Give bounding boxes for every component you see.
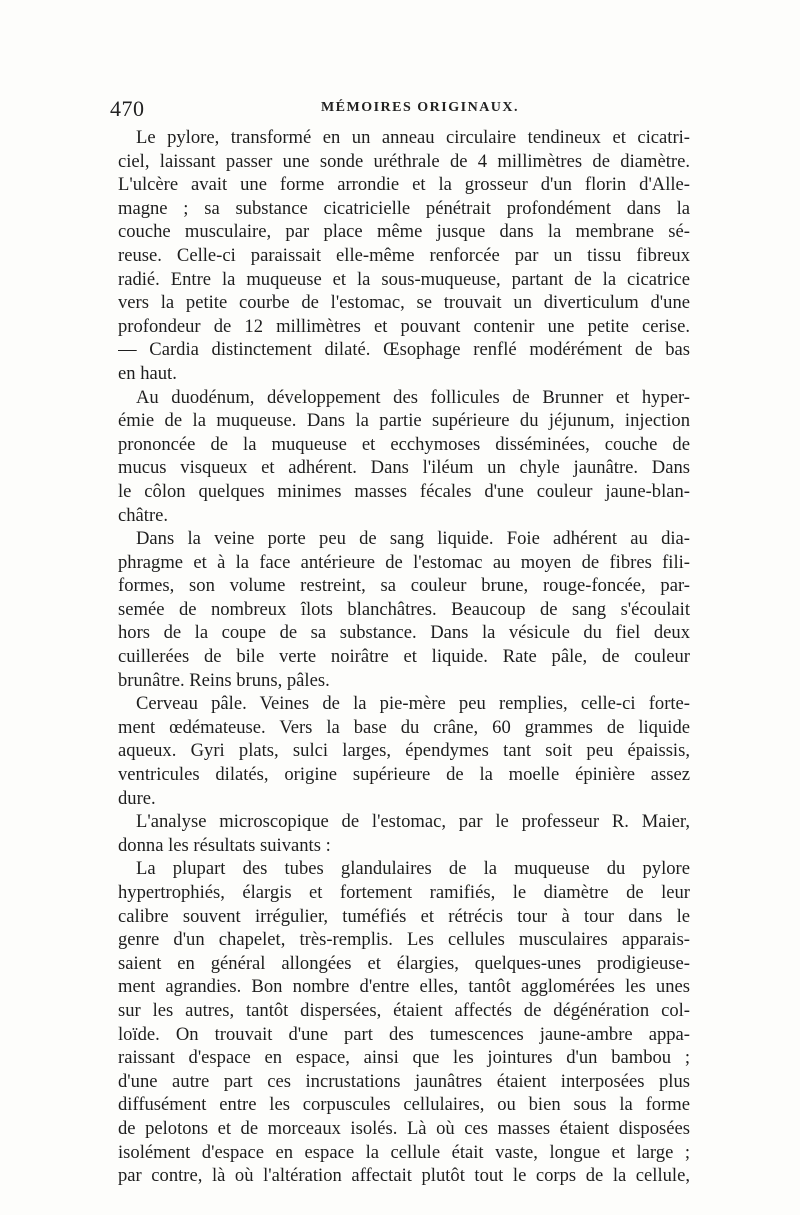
paragraph	[118, 810, 690, 857]
text-line: brunâtre. Reins bruns, pâles.	[118, 669, 330, 691]
text-line: reuse. Celle-ci paraissait elle-même renforcée par un tissu fibreux	[118, 244, 690, 266]
text-line: L'ulcère avait une forme arrondie et la grosseur d'un florin d'Alle-	[118, 174, 690, 196]
paragraph	[118, 857, 690, 1187]
text-line: de pelotons et de morceaux isolés. Là où ces masses étaient disposées	[118, 1117, 690, 1139]
text-line: prononcée de la muqueuse et ecchymoses disséminées, couche de	[118, 433, 690, 455]
text-line: La plupart des tubes glandulaires de la muqueuse du pylore	[136, 858, 690, 880]
text-line: vers la petite courbe de l'estomac, se trouvait un diverticulum d'une	[118, 292, 690, 314]
text-line: donna les résultats suivants :	[118, 834, 331, 856]
text-line: — Cardia distinctement dilaté. Œsophage renflé modérément de bas	[118, 339, 690, 361]
text-line: Au duodénum, développement des follicules de Brunner et hyper-	[136, 386, 690, 408]
paragraph	[118, 527, 690, 692]
text-line: diffusément entre les corpuscules cellulaires, ou bien sous la forme	[118, 1094, 690, 1116]
text-line: émie de la muqueuse. Dans la partie supérieure du jéjunum, injection	[118, 410, 690, 432]
text-line: genre d'un chapelet, très-remplis. Les cellules musculaires apparais-	[118, 929, 690, 951]
text-line: le côlon quelques minimes masses fécales d'une couleur jaune-blan-	[118, 480, 690, 502]
text-line: cuillerées de bile verte noirâtre et liquide. Rate pâle, de couleur	[118, 646, 690, 668]
text-line: en haut.	[118, 362, 177, 384]
text-line: dure.	[118, 787, 156, 809]
body-text	[118, 126, 690, 1188]
text-line: aqueux. Gyri plats, sulci larges, épendymes tant soit peu épaissis,	[118, 740, 690, 762]
text-line: profondeur de 12 millimètres et pouvant contenir une petite cerise.	[118, 315, 690, 337]
text-line: phragme et à la face antérieure de l'estomac au moyen de fibres fili-	[118, 551, 690, 573]
text-line: ment agrandies. Bon nombre d'entre elles, tantôt agglomérées les unes	[118, 976, 690, 998]
text-line: d'une autre part ces incrustations jaunâtres étaient interposées plus	[118, 1070, 690, 1092]
text-line: Dans la veine porte peu de sang liquide. Foie adhérent au dia-	[136, 528, 690, 550]
text-line: saient en général allongées et élargies, quelques-unes prodigieuse-	[118, 952, 690, 974]
text-line: par contre, là où l'altération affectait plutôt tout le corps de la cellule,	[118, 1165, 690, 1187]
text-line: formes, son volume restreint, sa couleur brune, rouge-foncée, par-	[118, 575, 690, 597]
text-line: L'analyse microscopique de l'estomac, par le professeur R. Maier,	[136, 811, 690, 833]
text-line: isolément d'espace en espace la cellule était vaste, longue et large ;	[118, 1141, 690, 1163]
paragraph	[118, 692, 690, 810]
text-line: calibre souvent irrégulier, tuméfiés et rétrécis tour à tour dans le	[118, 905, 690, 927]
text-line: radié. Entre la muqueuse et la sous-muqueuse, partant de la cicatrice	[118, 268, 690, 290]
paragraph	[118, 386, 690, 528]
text-line: ciel, laissant passer une sonde uréthrale de 4 millimètres de diamètre.	[118, 150, 690, 172]
text-line: hypertrophiés, élargis et fortement ramifiés, le diamètre de leur	[118, 882, 690, 903]
text-line: châtre.	[118, 504, 169, 526]
text-line: sur les autres, tantôt dispersées, étaient affectés de dégénération col-	[118, 999, 690, 1021]
text-line: ment œdémateuse. Vers la base du crâne, 60 grammes de liquide	[118, 716, 690, 738]
page-header	[110, 96, 690, 122]
paragraph	[118, 126, 690, 386]
text-line: mucus visqueux et adhérent. Dans l'iléum un chyle jaunâtre. Dans	[118, 457, 690, 479]
text-line: loïde. On trouvait d'une part des tumescences jaune-ambre appa-	[118, 1023, 690, 1045]
text-line: hors de la coupe de sa substance. Dans la vésicule du fiel deux	[118, 622, 690, 644]
text-line: ventricules dilatés, origine supérieure de la moelle épinière assez	[118, 764, 690, 786]
text-line: Le pylore, transformé en un anneau circulaire tendineux et cicatri-	[136, 127, 690, 148]
text-line: couche musculaire, par place même jusque dans la membrane sé-	[118, 221, 690, 243]
text-line: semée de nombreux îlots blanchâtres. Beaucoup de sang s'écoulait	[118, 598, 690, 620]
text-line: Cerveau pâle. Veines de la pie-mère peu remplies, celle-ci forte-	[136, 693, 690, 715]
page-number: 470	[110, 96, 145, 121]
running-head: MÉMOIRES ORIGINAUX.	[320, 100, 520, 115]
text-line: raissant d'espace en espace, ainsi que les jointures d'un bambou ;	[118, 1047, 690, 1069]
text-line: magne ; sa substance cicatricielle pénétrait profondément dans la	[118, 197, 690, 219]
